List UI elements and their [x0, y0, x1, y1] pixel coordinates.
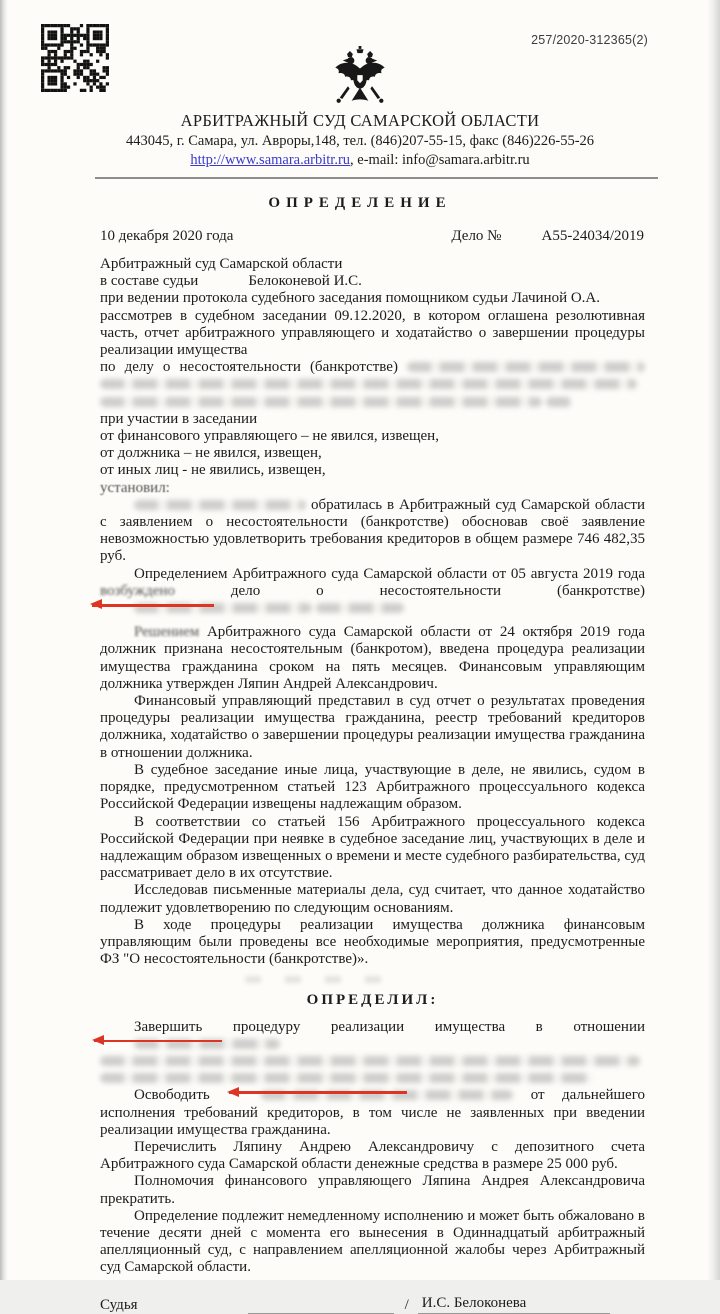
intro-hearing: рассмотрев в судебном заседании 09.12.2020, в котором оглашена резолютивная часть, отчет арбитражного управляющего и ходатайство о завершении процедуры реализации имущества — [100, 307, 645, 359]
redacted-text — [546, 397, 572, 407]
ruling-heading: ОПРЕДЕЛИЛ: — [306, 992, 439, 1009]
judge-label: Судья — [100, 1296, 138, 1313]
redacted-text — [407, 362, 645, 372]
redacted-text — [316, 603, 404, 613]
redaction-with-arrow — [100, 1036, 280, 1053]
judge-name-text: Белоконевой И.С. — [248, 273, 362, 290]
redacted-text — [100, 379, 637, 389]
paragraph-facts-2: Определением Арбитражного суда Самарской области от 05 августа 2019 года возбуждено дело о несостоятельности (банкротстве) — [100, 566, 645, 618]
paragraph-facts-1: обратилась в Арбитражный суд Самарской области с заявлением о несостоятельности (банкротстве) обосновав своё заявление невозможностью удовлетворить требования кредиторов в общем размере 746 482,35 руб. — [100, 496, 645, 565]
document-title: ОПРЕДЕЛЕНИЕ — [268, 195, 452, 211]
signature-blank-line — [248, 1299, 394, 1314]
case-line — [100, 228, 644, 245]
paragraph-facts-3: Решением Арбитражного суда Самарской области от 24 октября 2019 года должник признана несостоятельным (банкротом), введена процедура реализации имущества гражданина сроком на пять месяцев. Финансовым управляющим должника утвержден Ляпин Андрей Александрович. — [100, 624, 646, 692]
redaction-with-arrow — [227, 1087, 513, 1104]
redaction-with-arrow — [100, 600, 312, 617]
paragraph-facts-6: В соответствии со статьей 156 Арбитражного процессуального кодекса Российской Федерации при неявке в судебное заседание лиц, участвующих в деле и надлежащим образом извещенных о времени и месте судебного разбирательства, суд рассматривает дело в их отсутствие. — [100, 813, 645, 882]
case-label: Дело № — [451, 228, 502, 244]
qr-code — [40, 24, 110, 92]
intro-protocol: при ведении протокола судебного заседания помощником судьи Лачиной О.А. — [100, 290, 601, 307]
court-address: 443045, г. Самара, ул. Авроры,148, тел. (846)207-55-15, факс (846)226-55-26 — [125, 133, 595, 149]
intro-fin-manager: от финансового управляющего – не явился, извещен, — [100, 428, 439, 445]
redacted-text — [100, 1056, 640, 1066]
page-edge-right — [707, 0, 720, 1280]
paragraph-facts-8: В ходе процедуры реализации имущества должника финансовым управляющим были проведены все необходимые мероприятия, предусмотренные ФЗ "О несостоятельности (банкротстве)». — [100, 916, 645, 968]
redacted-text — [100, 397, 542, 407]
header-divider — [95, 177, 658, 179]
judge-signature-name: И.С. Белоконева — [418, 1295, 610, 1314]
redaction-arrow-icon — [229, 1091, 407, 1094]
paragraph-ruling-3: Перечислить Ляпину Андрею Александровичу с депозитного счета Арбитражного суда Самарской области денежные средства в размере 25 000 руб. — [100, 1138, 645, 1173]
intro-debtor: от должника – не явился, извещен, — [100, 445, 322, 462]
document-number: 257/2020-312365(2) — [531, 33, 648, 47]
redaction-arrow-icon — [92, 604, 214, 607]
fuzzy-word: Решением — [134, 624, 200, 641]
intro-court: Арбитражный суд Самарской области — [100, 256, 343, 272]
redaction-arrow-icon — [94, 1040, 222, 1043]
intro-participation: при участии в заседании — [100, 410, 258, 427]
intro-established: установил: — [100, 479, 170, 496]
court-email: , e-mail: info@samara.arbitr.ru — [350, 152, 530, 168]
court-contacts — [0, 152, 720, 169]
intro-others: от иных лиц - не явились, извещен, — [100, 462, 326, 479]
document-body — [100, 256, 645, 1277]
court-name: АРБИТРАЖНЫЙ СУД САМАРСКОЙ ОБЛАСТИ — [180, 111, 540, 130]
intro-case-subject: по делу о несостоятельности (банкротстве) — [100, 359, 645, 411]
court-website-link: http://www.samara.arbitr.ru — [190, 152, 351, 168]
case-reference — [451, 228, 644, 245]
redacted-name — [134, 500, 306, 510]
paragraph-ruling-4: Полномочия финансового управляющего Ляпина Андрея Александровича прекратить. — [100, 1173, 645, 1207]
paragraph-ruling-1: Завершить процедуру реализации имущества в отношении — [100, 1019, 645, 1088]
coat-of-arms-eagle-icon — [333, 46, 387, 108]
document-date: 10 декабря 2020 года — [100, 228, 234, 244]
paragraph-ruling-5: Определение подлежит немедленному исполнению и может быть обжаловано в течение десяти дней с момента его вынесения в Одиннадцатый арбитражный апелляционный суд, с направлением апелляционной жалобы через Арбитражный суд Самарской области. — [100, 1207, 645, 1276]
paragraph-ruling-2: Освободить от дальнейшего исполнения требований кредиторов, в том числе не заявленных при введении реализации имущества гражданина. — [100, 1087, 645, 1138]
paragraph-facts-5: В судебное заседание иные лица, участвующие в деле, не явились, судом в порядке, предусмотренном статьей 123 Арбитражного процессуального кодекса Российской Федерации извещены надлежащим образом. — [100, 761, 645, 813]
intro-judge — [100, 273, 645, 290]
faint-redaction-smudge — [245, 976, 405, 983]
fuzzy-word: возбуждено — [100, 582, 175, 599]
signature-row — [100, 1295, 645, 1314]
case-number: А55-24034/2019 — [541, 228, 644, 244]
signature-slash: / — [404, 1296, 409, 1313]
judge-label: в составе судьи — [100, 273, 199, 290]
paragraph-facts-7: Исследовав письменные материалы дела, суд считает, что данное ходатайство подлежит удовлетворению по следующим основаниям. — [100, 882, 645, 916]
redacted-text — [100, 1073, 592, 1083]
paragraph-facts-4: Финансовый управляющий представил в суд отчет о результатах проведения процедуры реализации имущества гражданина, реестр требований кредиторов должника, ходатайство о завершении процедуры реализации имущества гражданина в отношении должника. — [100, 693, 645, 761]
page-edge-left — [0, 0, 8, 1280]
